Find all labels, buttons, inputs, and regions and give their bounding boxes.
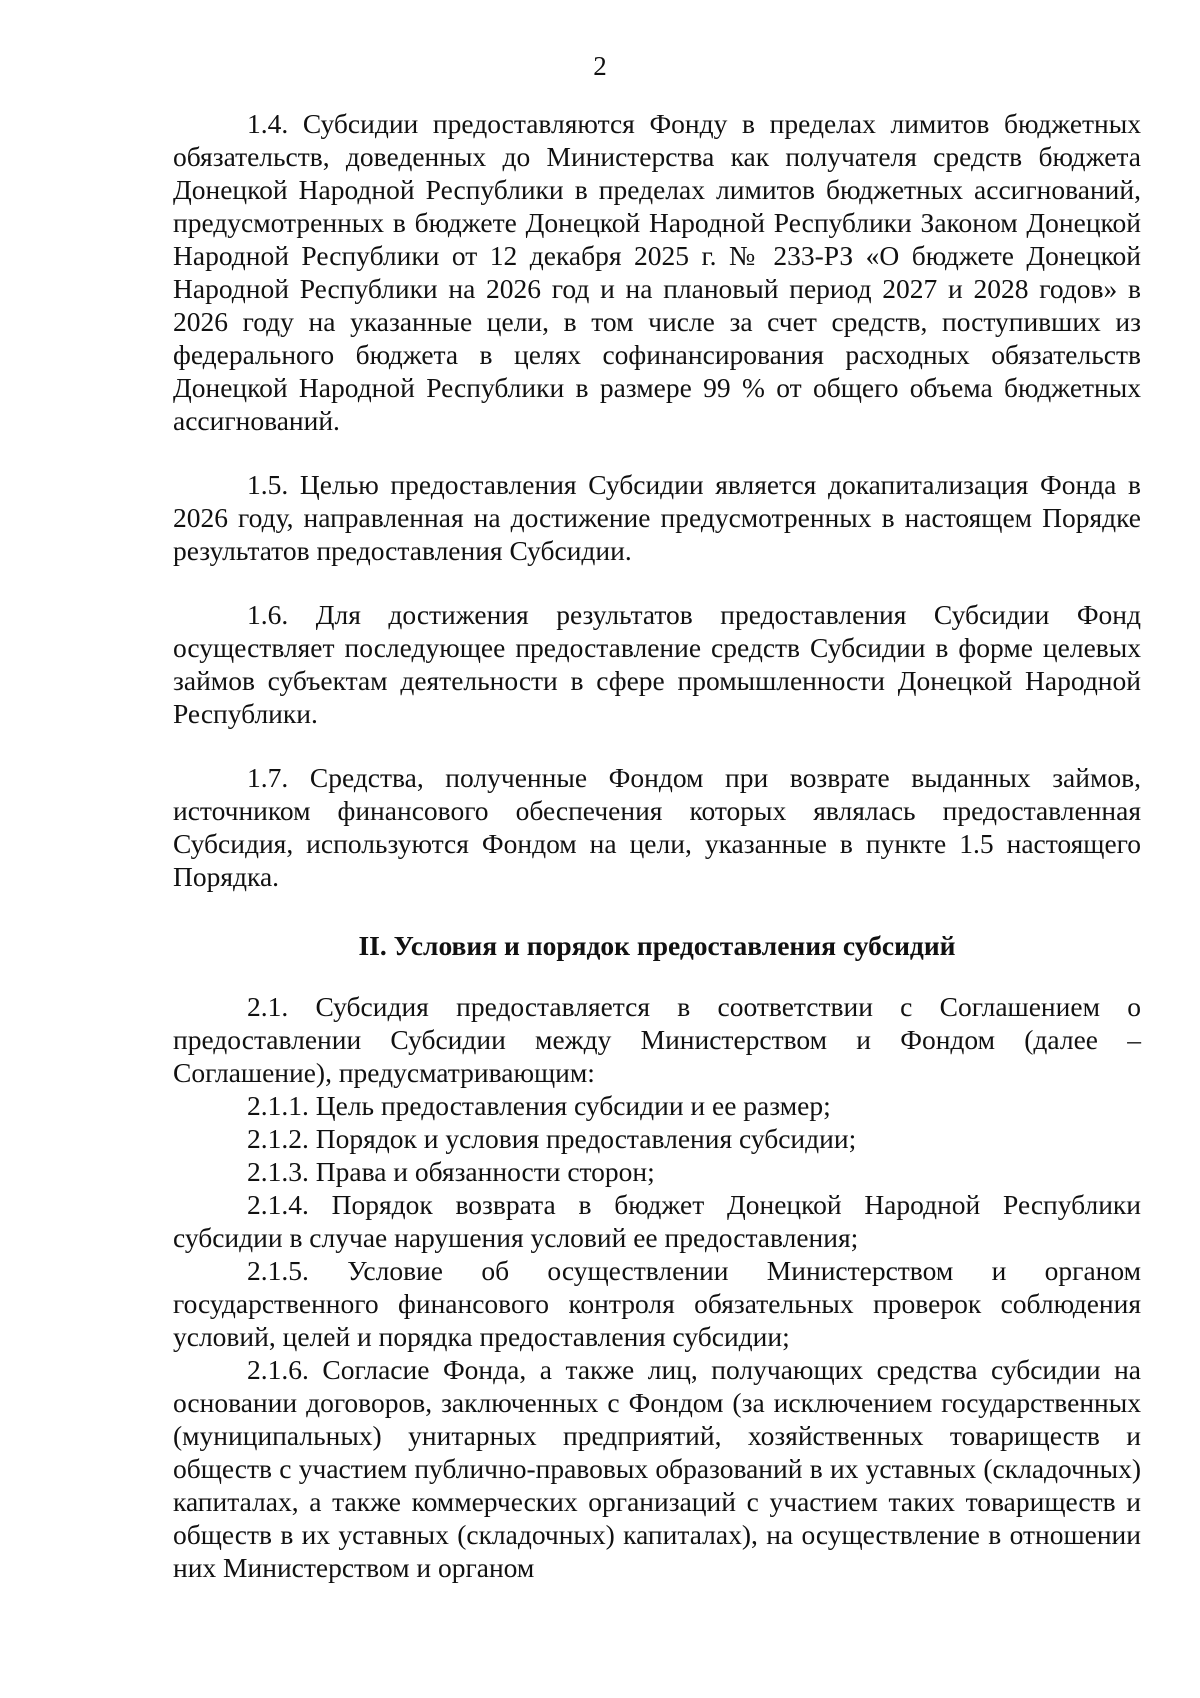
paragraph-2-1-2: 2.1.2. Порядок и условия предоставления субсидии; — [247, 1123, 857, 1154]
paragraph-1-6: 1.6. Для достижения результатов предоставления Субсидии Фонд осуществляет последующее предоставление средств Субсидии в форме целевых займов субъектам деятельности в сфере промышленности Донецкой Народной Республики. — [173, 599, 1141, 729]
paragraph-2-1-6: 2.1.6. Согласие Фонда, а также лиц, получающих средства субсидии на основании договоров, заключенных с Фондом (за исключением государственных (муниципальных) унитарных предприятий, хозяйственных товариществ и обществ с участием публично-правовых образований в их уставных (складочных) капиталах, а также коммерческих организаций с участием таких товариществ и обществ в их уставных (складочных) капиталах), на осуществление в отношении них Министерством и органом — [173, 1354, 1141, 1583]
paragraph-1-4: 1.4. Субсидии предоставляются Фонду в пределах лимитов бюджетных обязательств, доведенных до Министерства как получателя средств бюджета Донецкой Народной Республики в пределах лимитов бюджетных ассигнований, предусмотренных в бюджете Донецкой Народной Республики Законом Донецкой Народной Республики от 12 декабря 2025 г. № 233-РЗ «О бюджете Донецкой Народной Республики на 2026 год и на плановый период 2027 и 2028 годов» в 2026 году на указанные цели, в том числе за счет средств, поступивших из федерального бюджета в целях софинансирования расходных обязательств Донецкой Народной Республики в размере 99 % от общего объема бюджетных ассигнований. — [173, 108, 1141, 436]
paragraph-2-1-5: 2.1.5. Условие об осуществлении Министерством и органом государственного финансового контроля обязательных проверок соблюдения условий, целей и порядка предоставления субсидии; — [173, 1255, 1141, 1352]
paragraph-1-7: 1.7. Средства, полученные Фондом при возврате выданных займов, источником финансового обеспечения которых являлась предоставленная Субсидия, используются Фондом на цели, указанные в пункте 1.5 настоящего Порядка. — [173, 762, 1141, 892]
paragraph-1-5: 1.5. Целью предоставления Субсидии является докапитализация Фонда в 2026 году, направленная на достижение предусмотренных в настоящем Порядке результатов предоставления Субсидии. — [173, 469, 1141, 566]
paragraph-2-1-1: 2.1.1. Цель предоставления субсидии и ее размер; — [247, 1090, 831, 1121]
paragraph-2-1-4: 2.1.4. Порядок возврата в бюджет Донецкой Народной Республики субсидии в случае нарушения условий ее предоставления; — [173, 1189, 1141, 1253]
paragraph-2-1: 2.1. Субсидия предоставляется в соответствии с Соглашением о предоставлении Субсидии между Министерством и Фондом (далее – Соглашение), предусматривающим: — [173, 991, 1141, 1088]
document-body — [173, 107, 1141, 1584]
page-number: 2 — [593, 51, 607, 81]
section-2-heading: II. Условия и порядок предоставления субсидий — [358, 930, 956, 961]
paragraph-2-1-3: 2.1.3. Права и обязанности сторон; — [247, 1156, 655, 1187]
